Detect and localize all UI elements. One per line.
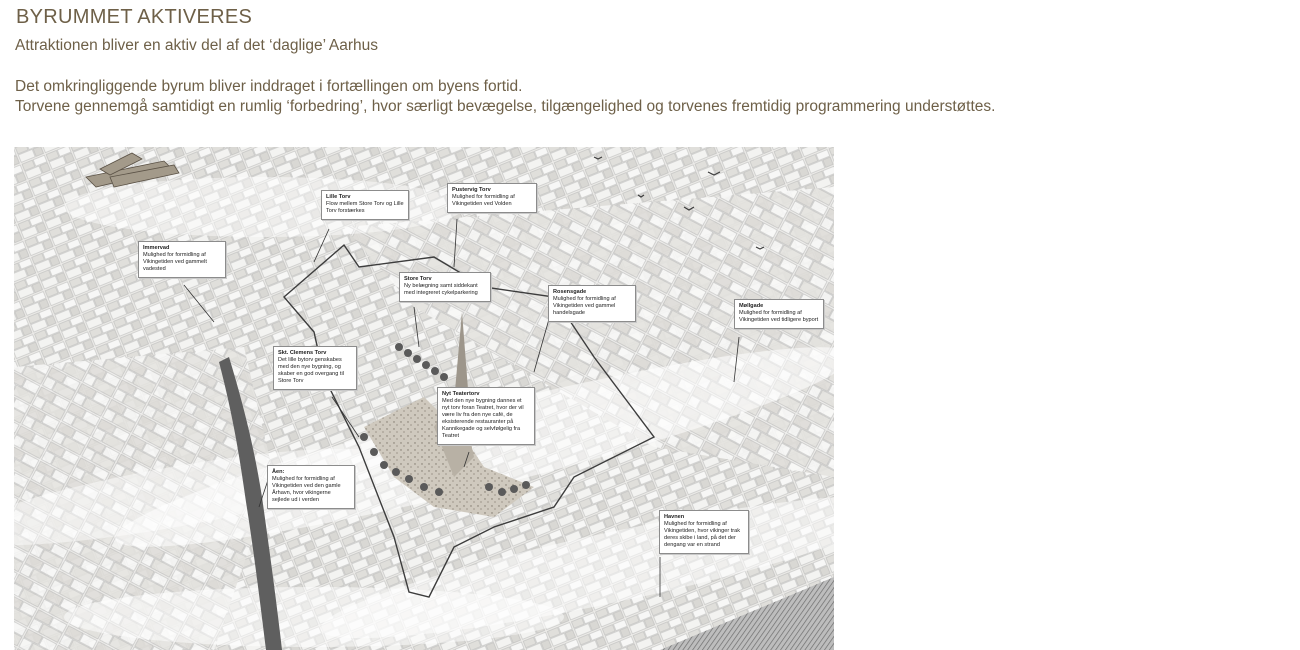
city-map-illustration [14,147,834,650]
label-havnen: Havnen Mulighed for formidling af Vikingetiden, hvor vikinger trak deres skibe i land, på det der dengang var en strand [659,510,749,554]
label-aen: Åen: Mulighed for formidling af Vikingetiden ved den gamle Århavn, hvor vikingerne sejlede ud i verden [267,465,355,509]
label-nyt-teatertorv: Nyt Teatertorv Med den nye bygning dannes et nyt torv foran Teatret, hvor der vil være liv fra den nye café, de eksisterende restauranter på Kannikegade og selvfølgelig fra Teatret [437,387,535,445]
page-title: BYRUMMET AKTIVERES [16,6,253,28]
label-lille-torv: Lille Torv Flow mellem Store Torv og Lille Torv forstærkes [321,190,409,220]
label-immervad: Immervad Mulighed for formidling af Vikingetiden ved gammelt vadested [138,241,226,278]
intro-text [15,77,995,117]
label-store-torv: Store Torv Ny belægning samt siddekant med integreret cykelparkering [399,272,491,302]
label-mollgade: Møllgade Mulighed for formidling af Vikingetiden ved tidligere byport [734,299,824,329]
label-rosensgade: Rosensgade Mulighed for formidling af Vikingetiden ved gammel handelsgade [548,285,636,322]
label-pustervig-torv: Pustervig Torv Mulighed for formidling af Vikingetiden ved Volden [447,183,537,213]
intro-line-2: Torvene gennemgå samtidigt en rumlig ‘forbedring’, hvor særligt bevægelse, tilgængelighed og torvenes fremtidig programmering understøttes. [15,98,996,115]
intro-line-1: Det omkringliggende byrum bliver inddraget i fortællingen om byens fortid. [15,78,523,95]
map-drawing [14,147,834,650]
label-skt-clemens-torv: Skt. Clemens Torv Det lille bytorv genskabes med den nye bygning, og skaber en god overgang til Store Torv [273,346,357,390]
page-subtitle: Attraktionen bliver en aktiv del af det ‘daglige’ Aarhus [15,37,379,54]
